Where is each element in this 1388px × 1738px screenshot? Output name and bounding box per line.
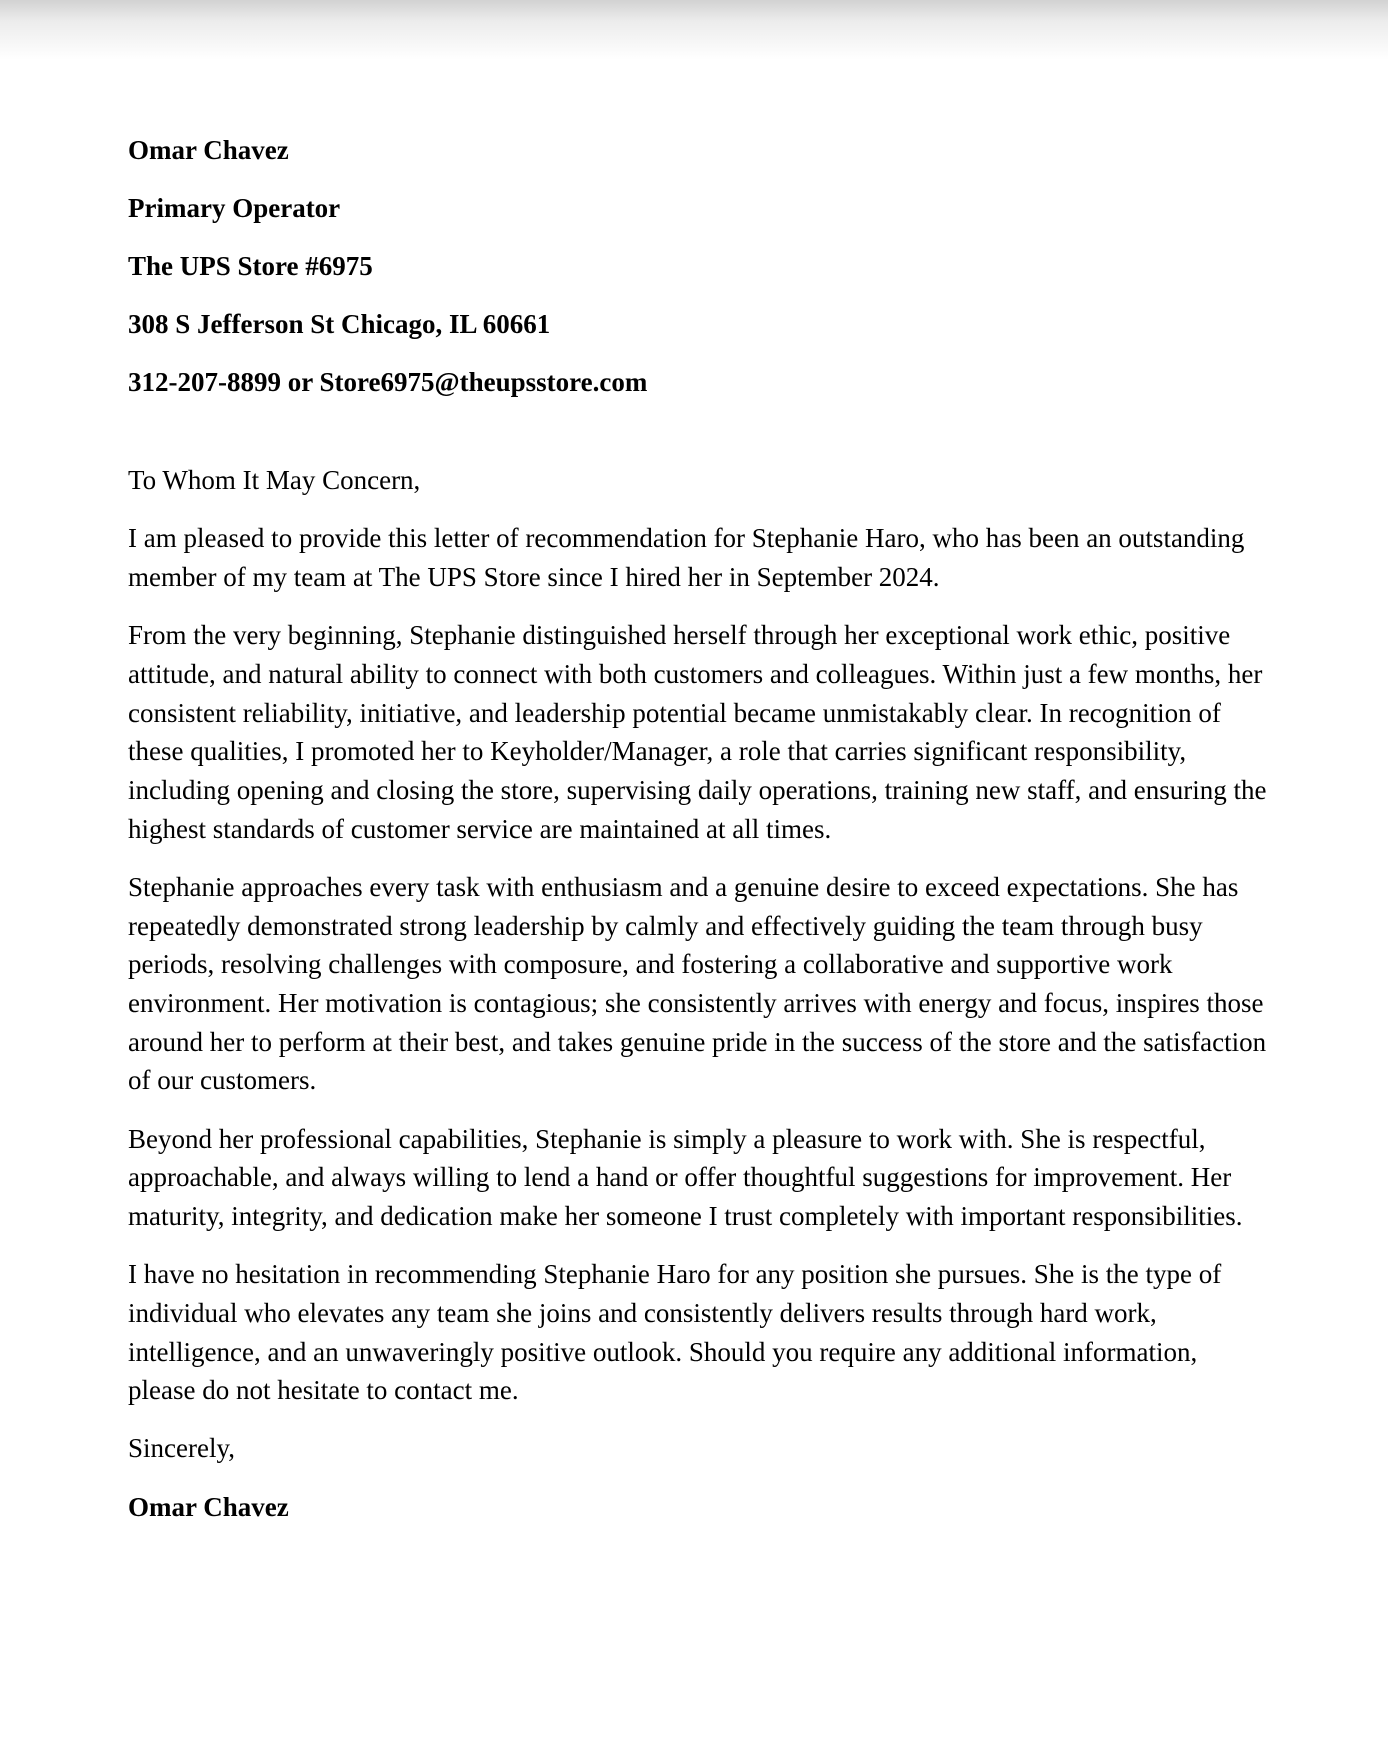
letter-page — [128, 121, 1268, 1546]
window-top-shadow — [0, 0, 1388, 60]
sender-block — [128, 121, 1268, 411]
sender-address: 308 S Jefferson St Chicago, IL 60661 — [128, 309, 551, 339]
paragraph-character: Beyond her professional capabilities, Stephanie is simply a pleasure to work with. She is respectful, approachable, and always willing to lend a hand or offer thoughtful suggestions for improvement. Her maturity, integrity, and dedication make her someone I trust completely with important responsibilities. — [128, 1123, 1243, 1231]
sender-title: Primary Operator — [128, 193, 341, 223]
letter-body — [128, 461, 1268, 1526]
sender-contact: 312-207-8899 or Store6975@theupsstore.com — [128, 367, 648, 397]
paragraph-recommendation: I have no hesitation in recommending Stephanie Haro for any position she pursues. She is the type of individual who elevates any team she joins and consistently delivers results through hard work, intelligence, and an unwaveringly positive outlook. Should you require any additional information, please do not hesitate to contact me. — [128, 1259, 1222, 1406]
paragraph-leadership: Stephanie approaches every task with enthusiasm and a genuine desire to exceed expectations. She has repeatedly demonstrated strong leadership by calmly and effectively guiding the team through busy periods, resolving challenges with composure, and fostering a collaborative and supportive work environment. Her motivation is contagious; she consistently arrives with energy and focus, inspires those around her to perform at their best, and takes genuine pride in the success of the store and the satisfaction of our customers. — [128, 871, 1267, 1096]
paragraph-promotion: From the very beginning, Stephanie distinguished herself through her exceptional work ethic, positive attitude, and natural ability to connect with both customers and colleagues. Within just a few months, her consistent reliability, initiative, and leadership potential became unmistakably clear. In recognition of these qualities, I promoted her to Keyholder/Manager, a role that carries significant responsibility, including opening and closing the store, supervising daily operations, training new staff, and ensuring the highest standards of customer service are maintained at all times. — [128, 620, 1267, 844]
paragraph-intro: I am pleased to provide this letter of recommendation for Stephanie Haro, who has been an outstanding member of my team at The UPS Store since I hired her in September 2024. — [128, 523, 1245, 592]
sender-company: The UPS Store #6975 — [128, 251, 373, 281]
sender-name: Omar Chavez — [128, 135, 289, 165]
salutation: To Whom It May Concern, — [128, 465, 421, 495]
signature-name: Omar Chavez — [128, 1491, 289, 1522]
closing: Sincerely, — [128, 1433, 235, 1464]
